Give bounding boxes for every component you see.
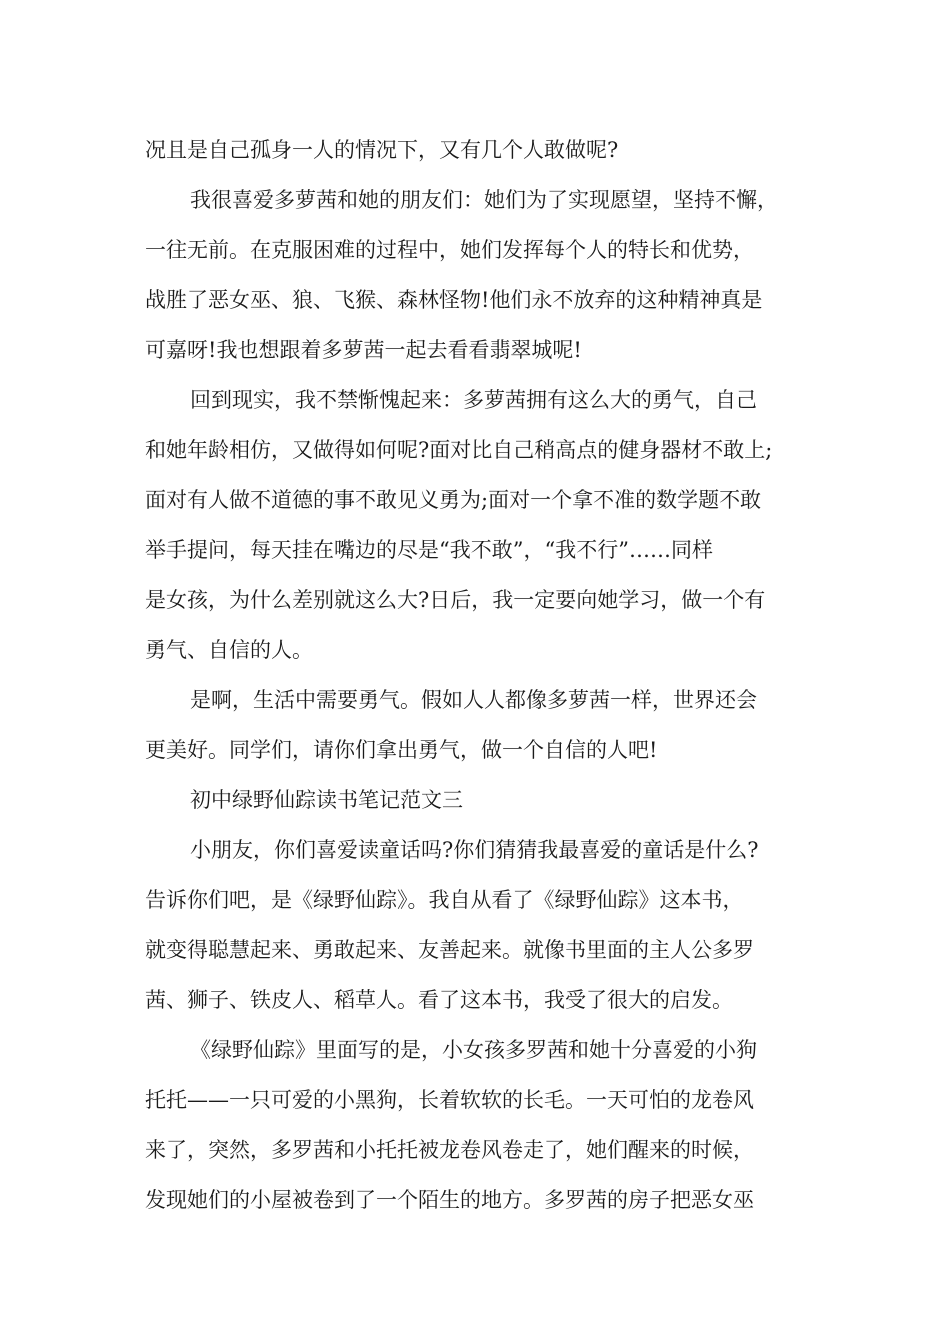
text-line: 和她年龄相仿，又做得如何呢?面对比自己稍高点的健身器材不敢上; — [145, 438, 773, 462]
text-line: 茜、狮子、铁皮人、稻草人。看了这本书，我受了很大的启发。 — [145, 988, 733, 1012]
text-line: 可嘉呀!我也想跟着多萝茜一起去看看翡翠城呢! — [145, 338, 582, 362]
text-line: 发现她们的小屋被卷到了一个陌生的地方。多罗茜的房子把恶女巫 — [145, 1188, 754, 1212]
text-line: 举手提问，每天挂在嘴边的尽是“我不敢”，“我不行”……同样 — [145, 538, 713, 562]
text-line: 告诉你们吧，是《绿野仙踪》。我自从看了《绿野仙踪》这本书， — [145, 888, 744, 912]
text-line: 来了，突然，多罗茜和小托托被龙卷风卷走了，她们醒来的时候， — [145, 1138, 754, 1162]
text-line: 勇气、自信的人。 — [145, 638, 313, 662]
text-line: 就变得聪慧起来、勇敢起来、友善起来。就像书里面的主人公多罗 — [145, 938, 754, 962]
paragraph-first-line: 《绿野仙踪》里面写的是，小女孩多罗茜和她十分喜爱的小狗 — [190, 1038, 757, 1062]
paragraph-first-line: 是啊，生活中需要勇气。假如人人都像多萝茜一样，世界还会 — [190, 688, 757, 712]
text-line: 战胜了恶女巫、狼、飞猴、森林怪物!他们永不放弃的这种精神真是 — [145, 288, 763, 312]
text-line: 况且是自己孤身一人的情况下，又有几个人敢做呢? — [145, 138, 619, 162]
text-line: 面对有人做不道德的事不敢见义勇为;面对一个拿不准的数学题不敢 — [145, 488, 762, 512]
text-line: 一往无前。在克服困难的过程中，她们发挥每个人的特长和优势， — [145, 238, 754, 262]
paragraph-first-line: 回到现实，我不禁惭愧起来：多萝茜拥有这么大的勇气，自己 — [190, 388, 757, 412]
paragraph-first-line: 小朋友，你们喜爱读童话吗?你们猜猜我最喜爱的童话是什么? — [190, 838, 759, 862]
text-line: 更美好。同学们，请你们拿出勇气，做一个自信的人吧! — [145, 738, 658, 762]
text-line: 托托——一只可爱的小黑狗，长着软软的长毛。一天可怕的龙卷风 — [145, 1088, 754, 1112]
paragraph-first-line: 我很喜爱多萝茜和她的朋友们：她们为了实现愿望，坚持不懈， — [190, 188, 778, 212]
text-line: 是女孩，为什么差别就这么大?日后，我一定要向她学习，做一个有 — [145, 588, 766, 612]
section-heading: 初中绿野仙踪读书笔记范文三 — [190, 788, 463, 812]
